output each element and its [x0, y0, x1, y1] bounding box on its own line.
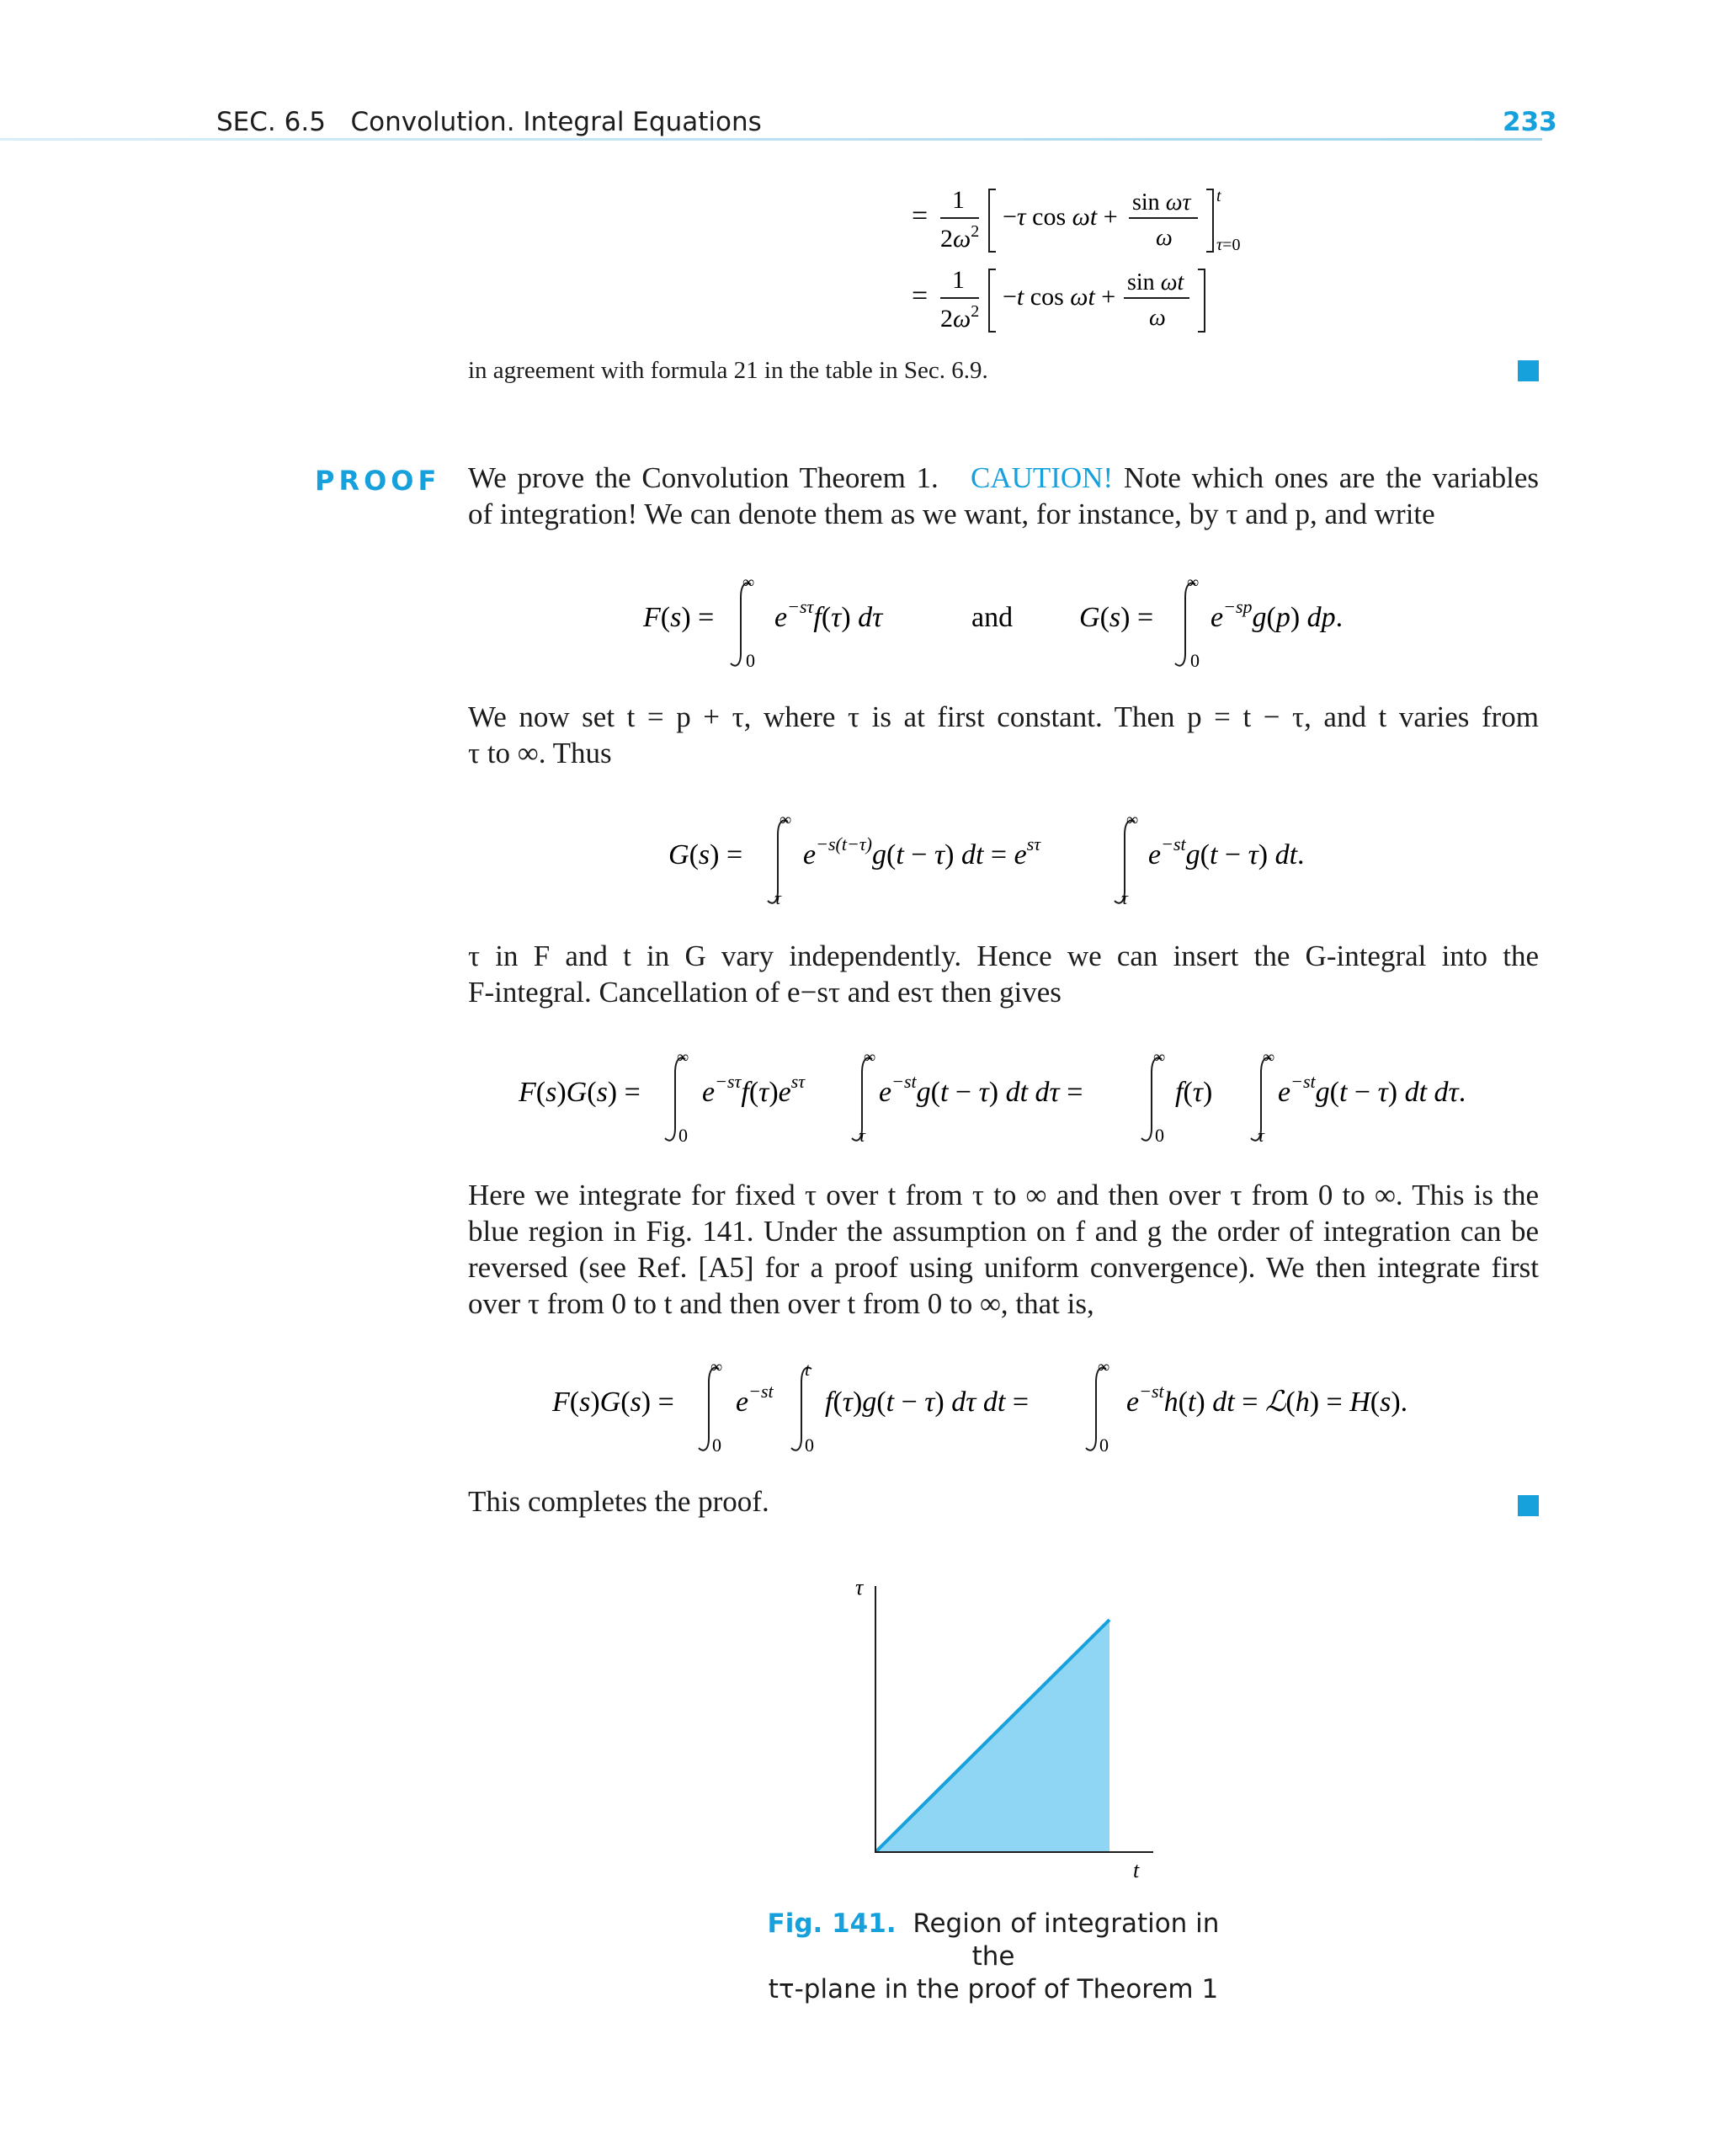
independence-line-1: τ in F and t in G vary independently. Hence we can insert the G-integral into the: [468, 940, 1539, 972]
svg-text:0: 0: [1099, 1435, 1109, 1456]
svg-text:2ω2: $2\omega^2$: [940, 222, 980, 253]
equation-laplace-definitions: [640, 572, 1397, 681]
svg-text:=: =: [912, 200, 929, 232]
figure-caption-text-1: Region of integration in the: [913, 1908, 1220, 1972]
equation-final-result-svg: [551, 1357, 1477, 1458]
svg-text:F(s)G(s) =: F(s)G(s) =: [552, 1387, 674, 1418]
svg-text:F(s) =: F(s) =: [643, 602, 715, 633]
figure-141-svg: [842, 1574, 1162, 1894]
svg-text:0: 0: [1155, 1125, 1164, 1146]
svg-text:0: 0: [746, 650, 755, 671]
proof-conclusion: This completes the proof.: [468, 1485, 769, 1518]
svg-text:−τ cos ωt +: −τ cos ωt +: [1003, 203, 1118, 231]
svg-text:t: t: [1216, 187, 1221, 205]
page-number: 233: [1503, 107, 1557, 137]
figure-caption-label: Fig. 141.: [767, 1908, 897, 1939]
svg-text:e−stg(t − τ) dt dτ.: $e^{-st}g(t - \tau)$ dt dτ.: [1278, 1071, 1466, 1108]
svg-text:1: 1: [952, 186, 965, 214]
proof-intro: [468, 460, 1539, 532]
svg-text:∞: ∞: [1187, 573, 1200, 592]
svg-text:τ: τ: [1258, 1125, 1264, 1146]
figure-caption-line-1: [758, 1908, 1229, 1973]
svg-text:sin ωτ: sin ωτ: [1132, 189, 1191, 216]
svg-text:τ: τ: [1121, 887, 1128, 908]
figure-caption: [758, 1908, 1229, 2006]
independence-line-2: F-integral. Cancellation of e−sτ and esτ then gives: [468, 976, 1062, 1009]
svg-text:e−st: $e^{-st}$: [736, 1381, 774, 1418]
end-of-example-mark: [1518, 360, 1539, 381]
svg-text:G(s) =: G(s) =: [1079, 602, 1154, 633]
caution-text: CAUTION!: [970, 461, 1114, 494]
svg-text:∞: ∞: [1263, 1048, 1275, 1067]
equation-continuation-1: [912, 183, 1265, 266]
svg-text:e−sth(t) dt = ℒ(h) = H(s).: $e^{-st}h(t)$ dt = ℒ(h) = H(s).: [1126, 1381, 1408, 1418]
proof-label: PROOF: [315, 465, 441, 497]
svg-text:ω: ω: [1149, 305, 1166, 331]
svg-text:−t cos ωt +: −t cos ωt +: [1003, 283, 1116, 311]
svg-text:e−stg(t − τ) dt.: $e^{-st}g(t - \tau)$ dt.: [1148, 833, 1305, 870]
svg-text:∞: ∞: [1153, 1048, 1166, 1067]
svg-text:1: 1: [952, 266, 965, 294]
proof-intro-part-2: Note which ones are the variables: [1123, 461, 1539, 494]
substitution-paragraph: [468, 699, 1539, 771]
substitution-line-1: We now set t = p + τ, where τ is at first constant. Then p = t − τ, and t varies from: [468, 700, 1539, 733]
svg-text:0: 0: [1190, 650, 1200, 671]
order-line-4: over τ from 0 to t and then over t from 0 to ∞, that is,: [468, 1287, 1094, 1320]
figure-141: [842, 1574, 1162, 1894]
svg-text:e−s(t−τ)g(t − τ) dt = esτ: $e^{-s(t-\tau)}g(t - \tau)$ dt = $e^{s\tau}$: [803, 833, 1041, 870]
independence-paragraph: [468, 938, 1539, 1010]
svg-text:f(τ): f(τ): [1175, 1077, 1213, 1108]
svg-text:f(τ)g(t − τ) dτ dt =: f(τ)g(t − τ) dτ dt =: [825, 1387, 1030, 1418]
svg-text:τ: τ: [859, 1125, 865, 1146]
svg-text:0: 0: [712, 1435, 721, 1456]
svg-text:sin ωt: sin ωt: [1127, 269, 1184, 295]
svg-text:0: 0: [805, 1435, 814, 1456]
substitution-line-2: τ to ∞. Thus: [468, 737, 612, 769]
equation-product-double-integral-svg: [517, 1047, 1510, 1148]
end-of-proof-mark: [1518, 1495, 1539, 1516]
order-of-integration-paragraph: [468, 1177, 1539, 1322]
equation-continuation-2: [912, 263, 1265, 346]
order-line-2: blue region in Fig. 141. Under the assumption on f and g the order of integration can be: [468, 1215, 1539, 1248]
svg-text:τ: τ: [774, 887, 781, 908]
t-axis-label: t: [1133, 1858, 1140, 1882]
svg-text:∞: ∞: [710, 1358, 723, 1376]
svg-text:∞: ∞: [780, 811, 792, 829]
header-rule: [0, 138, 1542, 141]
svg-text:∞: ∞: [677, 1048, 689, 1067]
svg-text:=: =: [912, 280, 929, 311]
figure-caption-line-2: tτ-plane in the proof of Theorem 1: [768, 1974, 1219, 2004]
svg-text:τ=0: τ=0: [1216, 236, 1241, 254]
proof-intro-part-1: We prove the Convolution Theorem 1.: [468, 461, 939, 494]
equation-g-shifted-svg: [665, 810, 1372, 911]
equation-continuation-2-svg: [912, 263, 1265, 338]
svg-text:e−sτf(τ) dτ: $e^{-s\tau}f(\tau)$ dτ: [774, 596, 883, 633]
svg-text:ω: ω: [1156, 225, 1173, 251]
svg-text:F(s)G(s) =: F(s)G(s) =: [519, 1077, 641, 1108]
svg-text:e−sτf(τ)esτ: $e^{-s\tau}f(\tau)e^{s\tau}$: [702, 1071, 806, 1108]
equation-laplace-definitions-svg: [640, 572, 1397, 673]
equation-g-shifted: [665, 810, 1372, 918]
proof-intro-line-2: of integration! We can denote them as we want, for instance, by τ and p, and write: [468, 498, 1435, 530]
svg-text:e−stg(t − τ) dt dτ =: $e^{-st}g(t - \tau)$ dt dτ =: [879, 1071, 1083, 1108]
svg-text:t: t: [805, 1359, 811, 1380]
equation-continuation-1-svg: [912, 183, 1265, 258]
proof-intro-line-1: [468, 460, 1539, 496]
equation-final-result: [551, 1357, 1477, 1466]
svg-text:2ω2: $2\omega^2$: [940, 302, 980, 333]
svg-text:0: 0: [678, 1125, 688, 1146]
svg-text:e−spg(p) dp.: $e^{-sp}g(p)$ dp.: [1211, 596, 1344, 633]
svg-text:∞: ∞: [1098, 1358, 1110, 1376]
tau-axis-label: τ: [855, 1575, 864, 1600]
equation-product-double-integral: [517, 1047, 1510, 1156]
and-word: and: [971, 602, 1014, 633]
agreement-note: in agreement with formula 21 in the table in Sec. 6.9.: [468, 357, 988, 384]
order-line-1: Here we integrate for fixed τ over t from τ to ∞ and then over τ from 0 to ∞. This is the: [468, 1179, 1539, 1211]
order-line-3: reversed (see Ref. [A5] for a proof using uniform convergence). We then integrate first: [468, 1251, 1539, 1284]
svg-text:G(s) =: G(s) =: [668, 839, 743, 870]
svg-text:∞: ∞: [1126, 811, 1139, 829]
svg-text:∞: ∞: [864, 1048, 876, 1067]
running-header-section: SEC. 6.5 Convolution. Integral Equations: [216, 107, 762, 137]
svg-text:∞: ∞: [742, 573, 755, 592]
